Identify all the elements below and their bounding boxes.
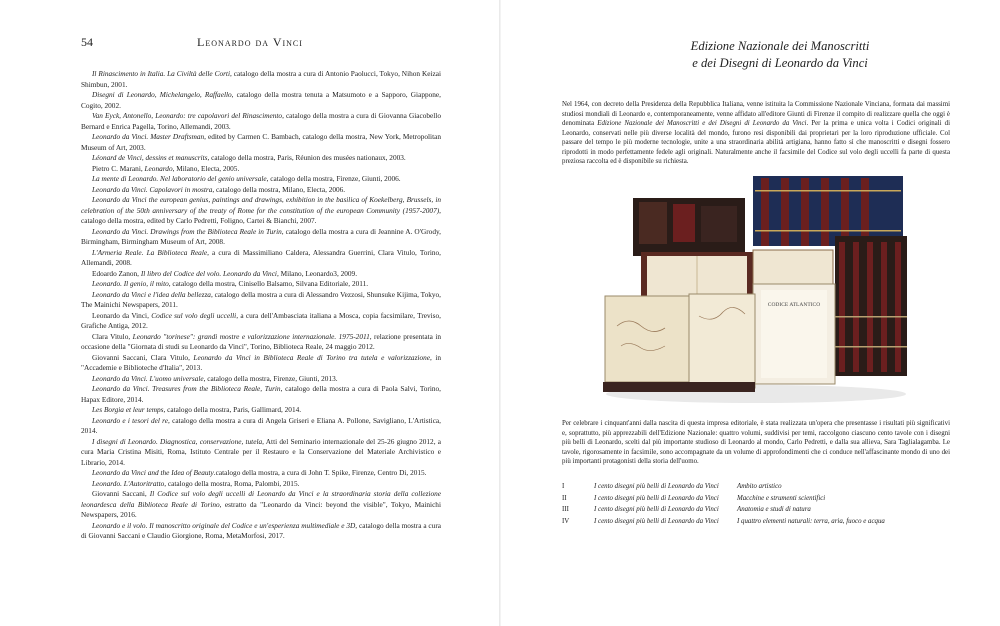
volume-title: I cento disegni più belli di Leonardo da Vinci <box>594 483 719 490</box>
bibliography-entry: L'Armeria Reale. La Biblioteca Reale, a cura di Massimiliano Caldera, Alessandra Guerrini, Clara Vitulo, Torino, Allemandi, 2008. <box>81 247 441 267</box>
intro-paragraph: Nel 1964, con decreto della Presidenza della Repubblica Italiana, venne istituita la Commissione Nazionale Vinciana, formata dai massimi studiosi mondiali di Leonardo e, contemporaneamente, venne affidato all'editore Giunti di Firenze il compito di realizzare quella che oggi è denominata Edizione Nazionale dei Manoscritti e dei Disegni di Leonardo da Vinci. Per la prima e unica volta i Codici originali di Leonardo, conservati nelle più diverse località del mondo, furono resi disponibili dai proprietari per la loro riproduzione ufficiale. Col passare del tempo le più moderne tecnologie, unite a una straordinaria abilità artigiana, hanno fatto sì che manoscritti e disegni fossero riprodotti in modo perfettamente fedele agli originali. Naturalmente anche il facsimile del Codice sul volo degli uccelli fa parte di questa preziosa raccolta ed è disponibile su richiesta. <box>562 101 950 165</box>
volume-number: I <box>562 483 565 490</box>
bibliography-entry: Il Rinascimento in Italia. La Civiltà delle Corti, catalogo della mostra a cura di Antonio Paolucci, Tokyo, Nihon Keizai Shimbun, 2001. <box>81 69 441 89</box>
bibliography-entry: Léonard de Vinci, dessins et manuscrits, catalogo della mostra, Paris, Réunion des musées nationaux, 2003. <box>92 153 406 162</box>
section-title <box>560 38 1000 72</box>
bibliography-entry: Leonardo da Vinci the european genius, paintings and drawings, exhibition in the basilica of Koekelberg, Brussels, in celebration of the 50th anniversary of the treaty of Rome for the constitution of the european Community (1957-2007), catalogo della mostra, edited by Carlo Pedretti, Foligno, Cartei & Bianchi, 2007. <box>81 195 441 225</box>
bibliography-entry: Leonardo da Vinci and the Idea of Beauty.catalogo della mostra, a cura di John T. Spike, Firenze, Centro Di, 2015. <box>92 468 427 477</box>
volume-number: IV <box>562 517 570 525</box>
volume-number: II <box>562 494 567 502</box>
right-page <box>500 0 1000 626</box>
volumes-table <box>562 483 962 529</box>
volume-row <box>562 518 962 530</box>
bibliography-entry: Leonardo da Vinci. Capolavori in mostra, catalogo della mostra, Milano, Electa, 2006. <box>92 184 346 194</box>
bibliography-entry: Giovanni Saccani, Il Codice sul volo degli uccelli di Leonardo da Vinci e la straordinaria storia della collezione leonardesca della Biblioteca Reale di Torino, estratto da "Leonardo da Vinci: beyond the visible", Tokyo, Mainichi Newspapers, 2016. <box>81 489 441 519</box>
volume-title: I cento disegni più belli di Leonardo da Vinci <box>594 494 719 502</box>
bibliography-entry: La mente di Leonardo. Nel laboratorio del genio universale, catalogo della mostra, Firenze, Giunti, 2006. <box>92 174 401 183</box>
bibliography-entry: Clara Vitulo, Leonardo "torinese": grandi mostre e valorizzazione internazionale. 1975-2011, relazione presentata in occasione della "Giornata di studi su Leonardo da Vinci", Torino, Biblioteca Reale, 24 maggio 2012. <box>81 331 441 351</box>
bibliography-entry: Pietro C. Marani, Leonardo, Milano, Electa, 2005. <box>92 163 240 173</box>
volume-theme: Macchine e strumenti scientifici <box>737 494 826 502</box>
bibliography-entry: Leonardo da Vinci. Drawings from the Biblioteca Reale in Turin, catalogo della mostra a cura di Jeannine A. O'Grody, Birmingham, Birmingham Museum of Art, 2008. <box>81 226 441 246</box>
outro-paragraph: Per celebrare i cinquant'anni dalla nascita di questa impresa editoriale, è stata realizzata un'opera che presentasse i risultati più significativi e, soprattutto, più apprezzabili dell'Edizione Nazionale: quattro volumi, suddivisi per temi, raccolgono ciascuno cento tavole con i disegni più belli di Leonardo, scelti dal più importante studioso di Leonardo al mondo, Carlo Pedretti, e dalla sua allieva, Sara Taglialagamba. Le tavole, rigorosamente in facsimile, sono accompagnate da un volume di approfondimenti che ci conduce nell'affascinante mondo di uno dei più importanti protagonisti della storia dell'uomo. <box>562 420 950 465</box>
bibliography-entry: Leonardo. L'Autoritratto, catalogo della mostra, Roma, Palombi, 2015. <box>92 478 300 488</box>
bibliography-entry: Leonardo da Vinci. Master Draftsman, edited by Carmen C. Bambach, catalogo della mostra, New York, Metropolitan Museum of Art, 2003. <box>81 132 441 152</box>
volume-theme: Ambito artistico <box>737 483 782 490</box>
volume-number: III <box>562 506 569 513</box>
volume-row <box>562 506 962 518</box>
bibliography-entry: Giovanni Saccani, Clara Vitulo, Leonardo da Vinci in Biblioteca Reale di Torino tra tutela e valorizzazione, in "Accademie e Biblioteche d'Italia", 2013. <box>81 352 442 372</box>
volume-theme: Anatomia e studi di natura <box>737 506 811 513</box>
volume-row <box>562 483 962 495</box>
facsimile-collection-photo <box>603 176 909 404</box>
bibliography-entry: Edoardo Zanon, Il libro del Codice del volo. Leonardo da Vinci, Milano, Leonardo3, 2009. <box>92 268 358 278</box>
volume-title: I cento disegni più belli di Leonardo da Vinci <box>594 517 719 525</box>
title-line-1: Edizione Nazionale dei Manoscritti <box>690 39 870 53</box>
bibliography-list <box>81 69 441 542</box>
running-head: Leonardo da Vinci <box>197 35 303 49</box>
page-number: 54 <box>81 35 93 49</box>
bibliography-entry: Leonardo e il volo. Il manoscritto originale del Codice e un'esperienza multimediale e 3D, catalogo della mostra a cura di Giovanni Saccani e Claudio Giorgione, Roma, MetaMorfosi, 2017. <box>81 520 441 540</box>
bibliography-entry: I disegni di Leonardo. Diagnostica, conservazione, tutela, Atti del Seminario internazionale del 25-26 giugno 2012, a cura Maria Cristina Misiti, Roma, Istituto Centrale per il Restauro e la Conservazione del Materiale Archivistico e Librario, 2014. <box>81 436 441 467</box>
bibliography-entry: Leonardo da Vinci e l'idea della bellezza, catalogo della mostra a cura di Alessandro Vezzosi, Shunsuke Kijima, Tokyo, The Mainichi Newspapers, 2011. <box>81 289 441 309</box>
volume-title: I cento disegni più belli di Leonardo da Vinci <box>594 506 719 513</box>
bibliography-entry: Van Eyck, Antonello, Leonardo: tre capolavori del Rinascimento, catalogo della mostra a cura di Giovanna Giacobello Bernard e Enrica Pagella, Torino, Allemandi, 2003. <box>81 111 441 131</box>
bibliography-entry: Leonardo da Vinci. L'uomo universale, catalogo della mostra, Firenze, Giunti, 2013. <box>92 373 338 383</box>
volume-row <box>562 495 962 507</box>
bibliography-entry: Leonardo da Vinci, Codice sul volo degli uccelli, a cura dell'Ambasciata italiana a Mosca, copia facsimilare, Treviso, Grafiche Antiga, 2012. <box>81 310 441 330</box>
bibliography-entry: Leonardo da Vinci. Treasures from the Biblioteca Reale, Turin, catalogo della mostra a cura di Paola Salvi, Torino, Hapax Editore, 2014. <box>81 384 441 404</box>
bibliography-entry: Leonardo e i tesori del re, catalogo della mostra a cura di Angela Griseri e Eliana A. Pollone, Savigliano, L'Artistica, 2014. <box>81 415 441 435</box>
title-line-2: e dei Disegni di Leonardo da Vinci <box>692 56 868 70</box>
bibliography-entry: Disegni di Leonardo, Michelangelo, Raffaello, catalogo della mostra tenuta a Matsumoto e a Sapporo, Giappone, Cogito, 2002. <box>81 90 441 110</box>
folio-label: CODICE ATLANTICO <box>767 302 821 308</box>
bibliography-entry: Les Borgia et leur temps, catalogo della mostra, Paris, Gallimard, 2014. <box>92 405 302 414</box>
volume-theme: I quattro elementi naturali: terra, aria, fuoco e acqua <box>737 517 885 525</box>
bibliography-entry: Leonardo. Il genio, il mito, catalogo della mostra, Cinisello Balsamo, Silvana Editoriale, 2011. <box>92 279 369 288</box>
